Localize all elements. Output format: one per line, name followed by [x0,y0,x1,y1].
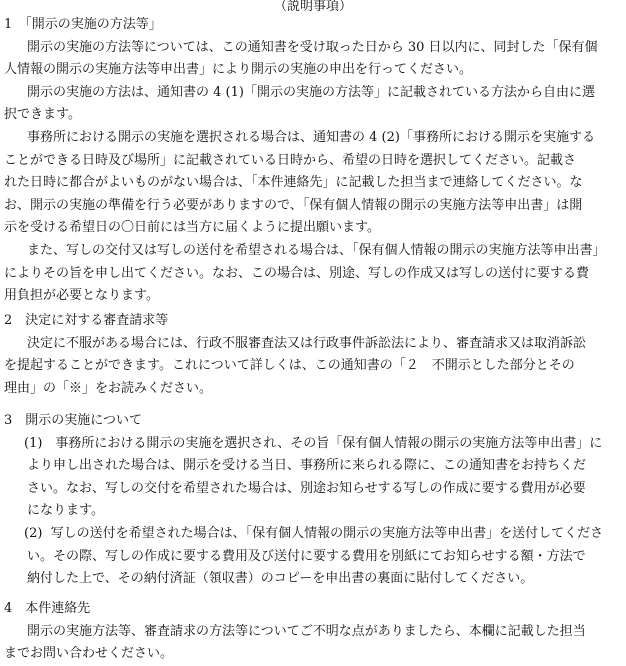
section-heading: 3 開示の実施について [4,413,143,428]
paragraph-line: お、開示の実施の準備を行う必要がありますので、「保有個人情報の開示の実施方法等申出書」は開 [4,197,583,213]
paragraph-line: になります。 [27,503,104,519]
paragraph-line: れた日時に都合がよいものがない場合は、「本件連絡先」に記載した担当まで連絡してください。な [4,175,583,191]
paragraph-line: より申し出された場合は、開示を受ける当日、事務所に来られる際に、この通知書をお持ちくだ [27,458,587,474]
list-item-line: (1) 事務所における開示の実施を選択され、その旨「保有個人情報の開示の実施方法等申出書」に [24,435,603,451]
paragraph-line: ことができる日時及び場所」に記載されている日時から、希望の日時を選択してください。記載さ [4,152,577,168]
paragraph-line: 示を受ける希望日の〇日前には当方に届くように提出願います。 [4,220,380,236]
section-1 [4,14,616,308]
paragraph-line: 人情報の開示の実施方法等申出書」により開示の実施の申出を行ってください。 [4,62,473,78]
section-3 [4,410,616,591]
paragraph-line: 理由」の「※」をお読みください。 [4,380,213,396]
section-4 [4,598,616,666]
section-heading: 4 本件連絡先 [4,601,91,616]
paragraph-line: までお問い合わせください。 [4,646,174,662]
paragraph-line: 開示の実施の方法等については、この通知書を受け取った日から 30 日以内に、同封した「保有個 [27,39,598,55]
paragraph-line: 納付した上で、その納付済証（領収書）のコピーを申出書の裏面に貼付してください。 [27,571,534,587]
paragraph-line: 決定に不服がある場合には、行政不服審査法又は行政事件訴訟法により、審査請求又は取消訴訟 [27,335,587,351]
list-item-line: (2) 写しの送付を希望された場合は、「保有個人情報の開示の実施方法等申出書」を送付してくださ [24,525,604,541]
paragraph-line: 開示の実施方法等、審査請求の方法等についてご不明な点がありましたら、本欄に記載した担当 [27,623,586,639]
paragraph-line: さい。なお、写しの交付を希望された場合は、別途お知らせする写しの作成に要する費用が必要 [27,480,586,496]
paragraph-line: また、写しの交付又は写しの送付を希望される場合は、「保有個人情報の開示の実施方法等申出書」 [27,242,606,258]
paragraph-line: 開示の実施の方法は、通知書の 4 (1)「開示の実施の方法等」に記載されている方法から自由に選 [27,84,595,100]
paragraph-line: 事務所における開示の実施を選択される場合は、通知書の 4 (2)「事務所における開示を実施する [27,129,595,145]
paragraph-line: 用負担が必要となります。 [4,288,159,304]
paragraph-line: い。その際、写しの作成に要する費用及び送付に要する費用を別紙にてお知らせする額・方法で [27,548,586,564]
paragraph-line: 択できます。 [4,107,81,123]
paragraph-line: を提起することができます。これについて詳しくは、この通知書の「２ 不開示とした部分とその [4,358,575,374]
document-title: （説明事項） [273,0,352,14]
section-2 [4,310,616,400]
section-heading: 2 決定に対する審査請求等 [4,313,169,328]
paragraph-line: によりその旨を申し出てください。なお、この場合は、別途、写しの作成又は写しの送付に要する費 [4,265,590,281]
section-heading: 1 「開示の実施の方法等」 [4,17,162,32]
